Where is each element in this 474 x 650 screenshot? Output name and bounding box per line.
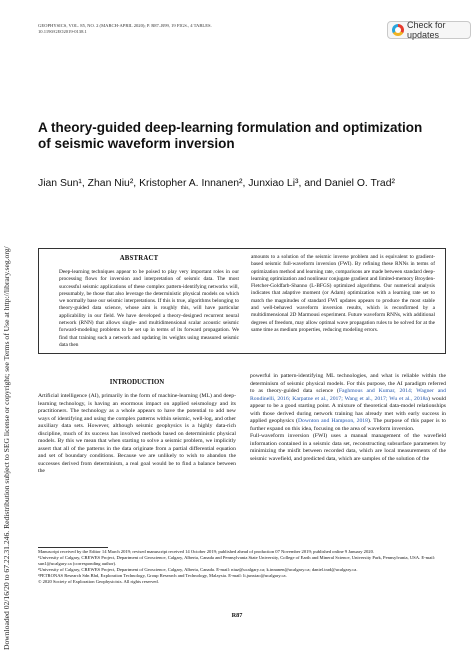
doi: 10.1190/GEO2019-0138.1 — [38, 29, 87, 34]
check-for-updates-button[interactable] — [387, 21, 471, 39]
intro-right-text-2: ) would appear to be a good starting point. A mixture of theoretical data-model relationships with those derived during network training has already met with early success in applied geophysics ( — [250, 395, 446, 424]
footnote-divider — [38, 547, 108, 548]
journal-header — [38, 23, 348, 35]
page-number: R87 — [231, 612, 243, 619]
abstract-text-left: Deep-learning techniques appear to be poised to play very important roles in our processing flows for inversion and interpretation of seismic data. The most successful seismic applications of these complex pattern-identifying networks will, presumably, be those that also leverage the deterministic physical models on which we normally base our seismic interpretations. If this is true, algorithms belonging to theory-guided data science, whose aim is roughly this, will have particular applicability in our field. We have developed a theory-designed recurrent neural network (RNN) that allows single- and multidimensional scalar acoustic seismic forward-modeling problems to be set up in terms of its forward propagation. We find that training such a network and updating its weights using measured seismic data then — [59, 269, 239, 348]
download-notice: Downloaded 02/16/20 to 67.22.31.246. Redistribution subject to SEG license or copyright; see Terms of Use at http://library.seg.org/ — [2, 246, 11, 650]
check-for-updates-label: Check for updates — [407, 20, 446, 40]
abstract-heading: ABSTRACT — [119, 255, 159, 262]
citation-link[interactable]: Downton and Hampson, 2018 — [297, 418, 368, 424]
introduction-heading: INTRODUCTION — [109, 379, 165, 386]
introduction-text-right — [250, 373, 446, 463]
intro-right-text-3: ). The purpose of this paper is to further expand on this idea, focusing on the area of waveform inversion. Full-waveform inversion (FWI) uses a manual management of the wavefield information contained in a seismic data set, reconstructing subsurface parameters by minimizing the misfit between recorded data, which are local measurements of the seismic wavefield, and predicted data, which are samples of the solution of the — [250, 418, 446, 462]
introduction-text-left: Artificial intelligence (AI), primarily in the form of machine-learning (ML) and deep-learning technology, is having an enormous impact on applied seismology and its practitioners. The technology as a whole appears to have the potential to add new ways of identifying and using the complex patterns within seismic, well-log, and other auxiliary data sets. However, although seismic geophysics is a highly data-rich discipline, much of its success has involved methods based on deterministic physical models. By this we mean that when starting to solve a seismic problem, we implicitly assert that all of the patterns in the data originate from a partial differential equation and set of boundary conditions. Because we are unlikely to wish to abandon the successes derived from determinism, a real goal would be to find a balance between the — [38, 393, 236, 474]
journal-citation: GEOPHYSICS, VOL. 85, NO. 2 (MARCH-APRIL 2020); P. R87–R99, 19 FIGS., 4 TABLES. — [38, 23, 212, 28]
footnotes: Manuscript received by the Editor 14 March 2019; revised manuscript received 14 October 2019; published ahead of production 07 November 2019; published online 9 January 2020. ¹University of Calgary, CREWES Project, Department of Geoscience, Calgary, Alberta, Canada and Pennsylvania State University, College of Earth and Mineral Science, University Park, Pennsylvania, USA. E-mail: sun1@ucalgary.ca (corresponding author). ²University of Calgary, CREWES Project, Department of Geoscience, Calgary, Alberta, Canada. E-mail: niuz@ucalgary.ca; k.innanen@ucalgary.ca; daniel.trad@ucalgary.ca. ³PETRONAS Research Sdn Bhd, Exploration Technology, Group Research and Technology, Malaysia. E-mail: li.junxiao@ucalgary.ca. © 2020 Society of Exploration Geophysicists. All rights reserved. — [38, 549, 436, 585]
citation-link[interactable]: Faghmous and Kumar, 2014; Wagner and Rondinelli, 2016; Karpatne et al., 2017; Wang et al., 2017; Wu et al., 2018a — [250, 388, 446, 402]
abstract-text-right: amounts to a solution of the seismic inverse problem and is equivalent to gradient-based seismic full-waveform inversion (FWI). By refining these RNNs in terms of optimization method and learning rate, comparisons are made between standard deep-learning optimization and nonlinear conjugate gradient and limited-memory Broyden-Fletcher-Goldfarb-Shanno (L-BFGS) optimized algorithms. Our numerical analysis indicates that adaptive moment (or Adam) optimization with a learning rate set to match the magnitudes of standard FWI updates appears to produce the most stable and well-behaved waveform inversion results, which is reconfirmed by a multidimensional 2D Marmousi experiment. Future waveform RNNs, with additional degrees of freedom, may allow optimal wave propagation rules to be solved for at the same time as medium properties, reducing modeling errors. — [251, 254, 436, 333]
author-list: Jian Sun¹, Zhan Niu², Kristopher A. Innanen², Junxiao Li³, and Daniel O. Trad² — [38, 178, 395, 189]
abstract-box — [38, 248, 446, 354]
crossmark-icon — [392, 24, 404, 36]
intro-right-text-1: powerful in pattern-identifying ML technologies, and what is reliable within the determinism of seismic physical models. For this purpose, the AI paradigm referred to as theory-guided data science ( — [250, 373, 446, 394]
paper-title: A theory-guided deep-learning formulation and optimization of seismic waveform inversion — [38, 120, 423, 151]
